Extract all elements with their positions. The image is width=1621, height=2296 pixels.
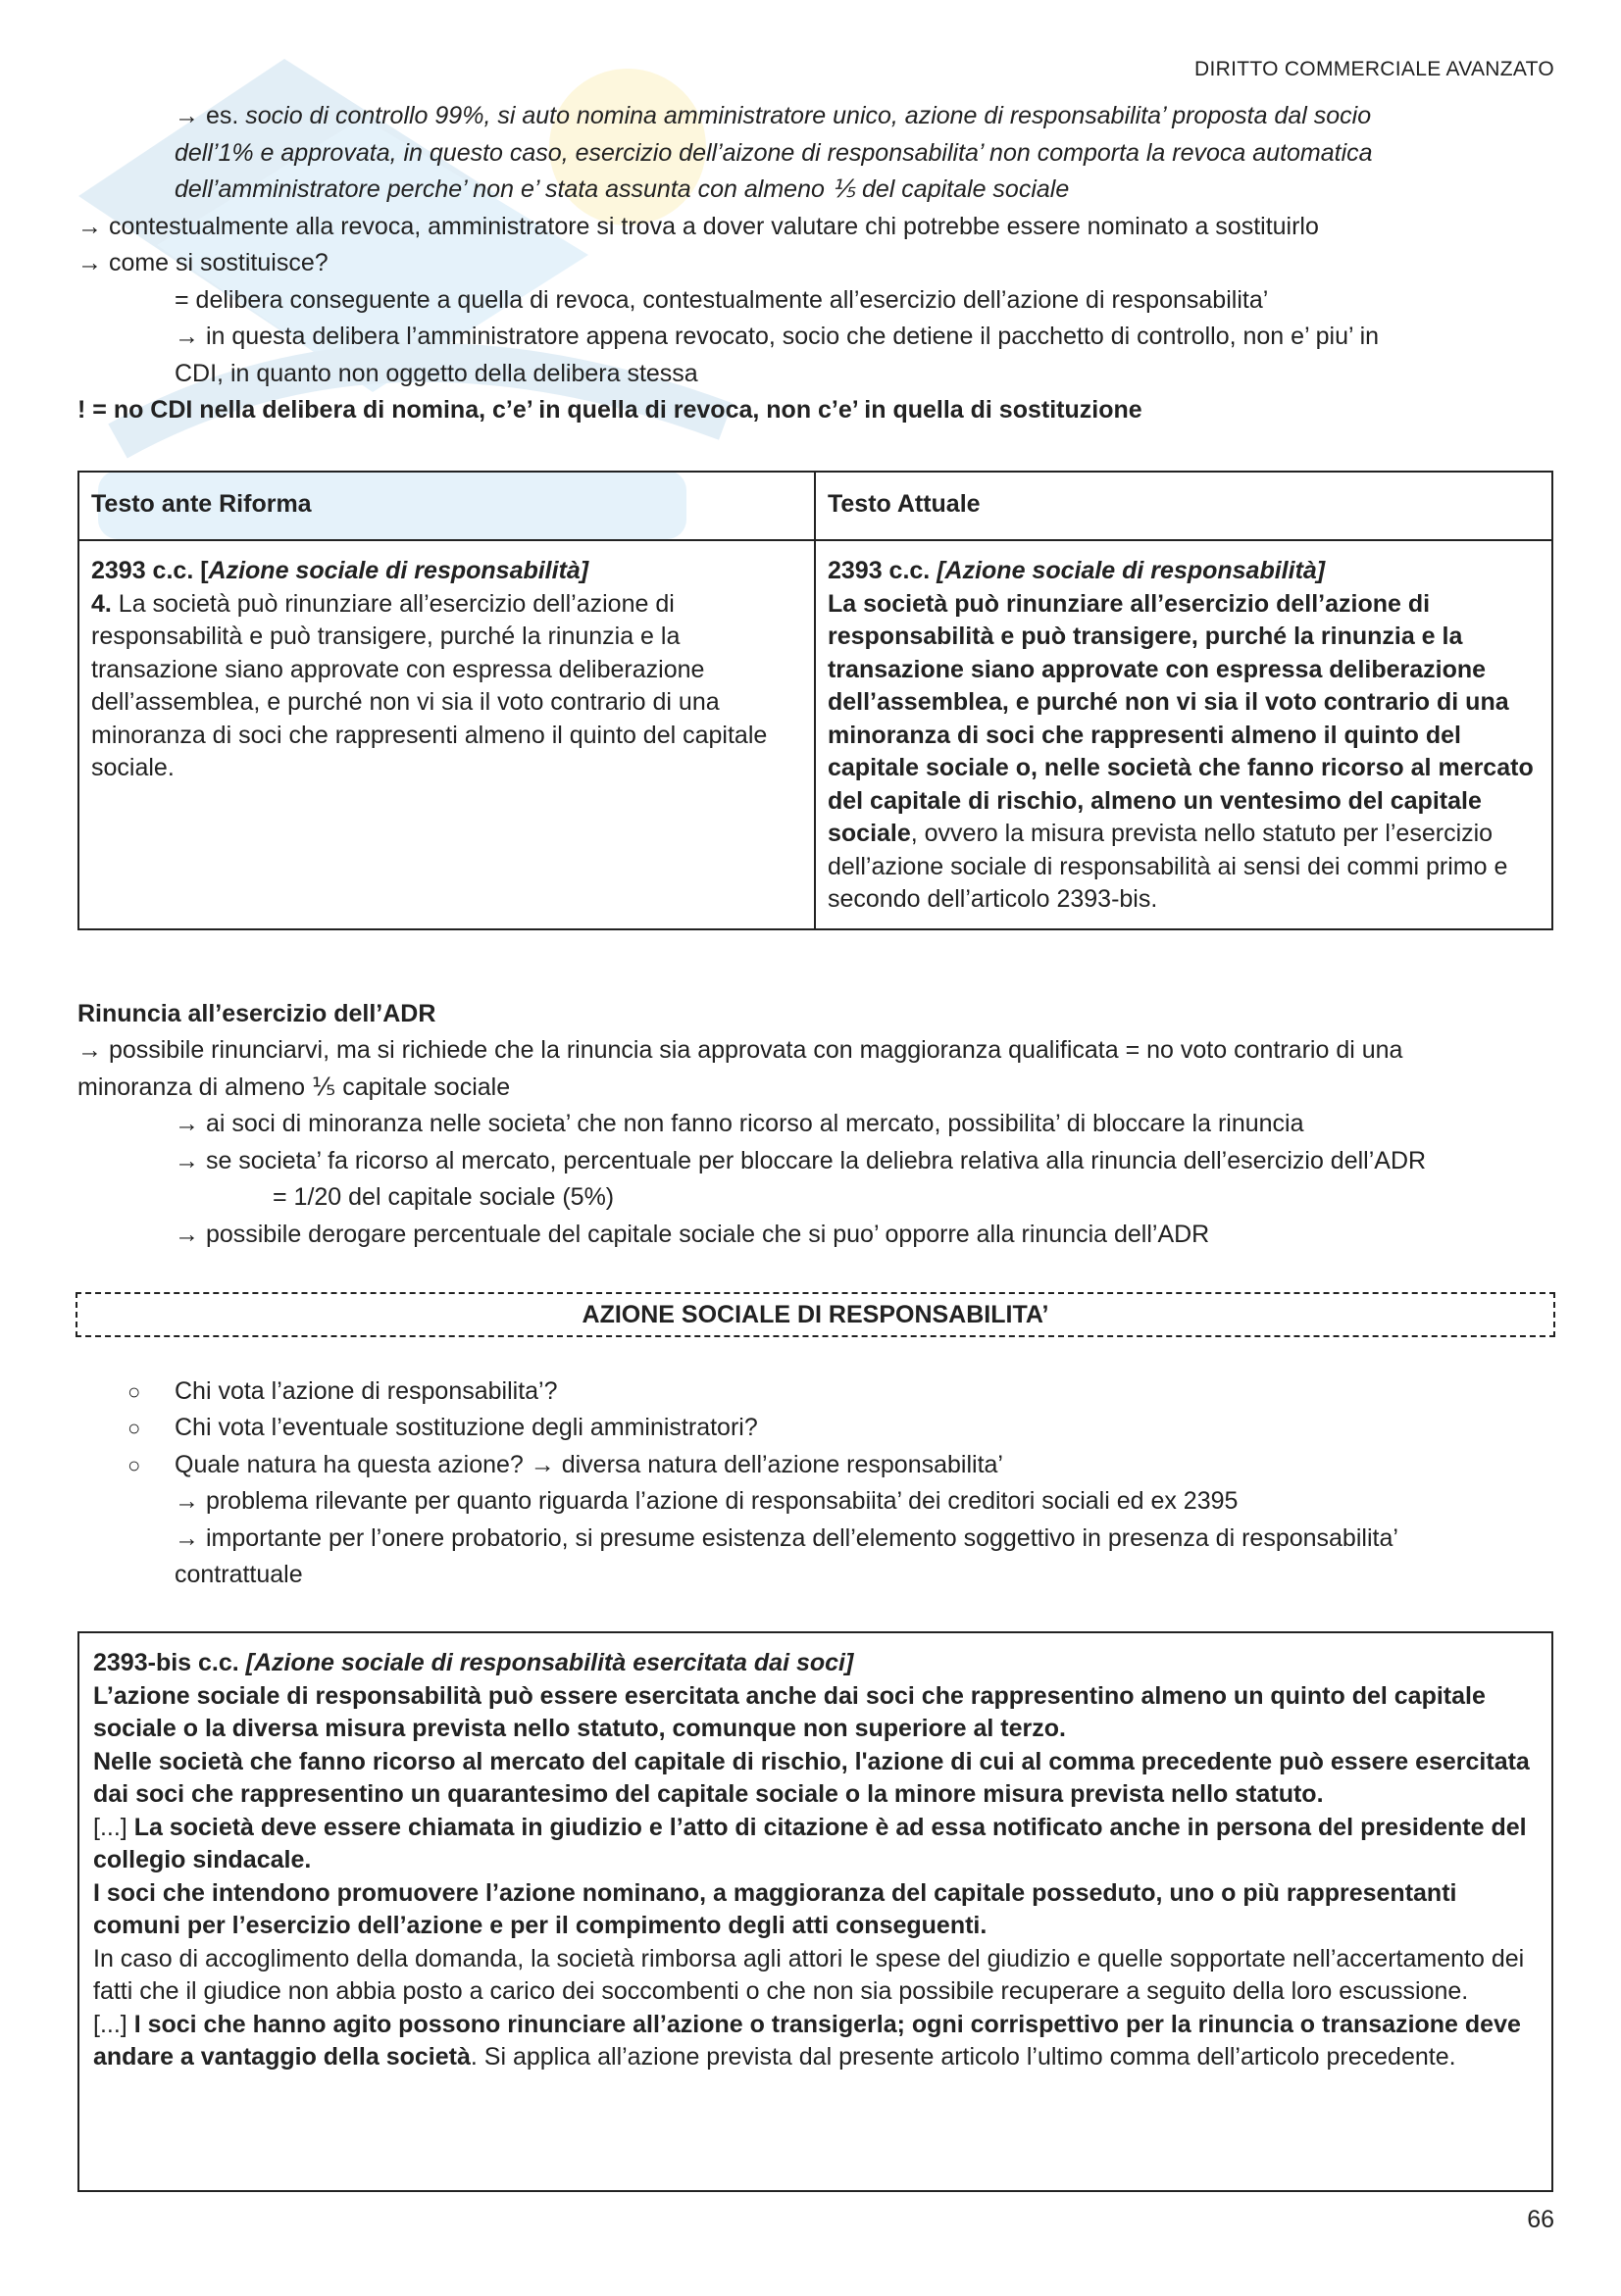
intro-line-8: CDI, in quanto non oggetto della delibera stessa (175, 360, 698, 387)
bullet-icon: ○ (127, 1379, 141, 1404)
article-2393-bis-text: 2393-bis c.c. [Azione sociale di responsabilità esercitata dai soci] L’azione sociale di responsabilità può essere esercitata anche dai soci che rappresentino almeno un quinto del capitale sociale o la diversa misura prevista nello statuto, comunque non superiore al terzo. Nelle società che fanno ricorso al mercato del capitale di rischio, l'azione di cui al comma precedente può essere esercitata dai soci che rappresentino un quarantesimo del capitale sociale o la minore misura prevista nello statuto. [...] La società deve essere chiamata in giudizio e l’atto di citazione è ad essa notificato anche in persona del presidente del collegio sindacale. I soci che intendono promuovere l’azione nominano, a maggioranza del capitale posseduto, uno o più rappresentanti comuni per l’esercizio dell’azione e per il compimento degli atti conseguenti. In caso di accoglimento della domanda, la società rimborsa agli attori le spese del giudizio e quelle sopportate nell’accertamento dei fatti che il giudice non abbia posto a carico dei soccombenti o che non sia possibile recuperare a seguito della loro escussione. [...] I soci che hanno agito possono rinunciare all’azione o transigerla; ogni corrispettivo per la rinuncia o transazione deve andare a vantaggio della società. Si applica all’azione prevista dal presente articolo l’ultimo comma dell’articolo precedente. (93, 1649, 1530, 2071)
intro-line-3: dell’amministratore perche’ non e’ stata assunta con almeno ⅕ del capitale sociale (175, 175, 1070, 203)
para-1: L’azione sociale di responsabilità può essere esercitata anche dai soci che rappresentino almeno un quinto del capitale sociale o la diversa misura prevista nello statuto, comunque non superiore al terzo. (93, 1681, 1486, 1742)
question-2: Chi vota l’eventuale sostituzione degli amministratori? (175, 1414, 758, 1441)
rinuncia-line-2: minoranza di almeno ⅕ capitale sociale (77, 1073, 511, 1101)
para-3: La società deve essere chiamata in giudizio e l’atto di citazione è ad essa notificato anche in persona del presidente del collegio sindacale. (93, 1813, 1527, 1873)
bullet-icon: ○ (127, 1416, 141, 1440)
para-6: I soci che hanno agito possono rinunciare all’azione o transigerla; ogni corrispettivo per la rinuncia o transazione deve andare a vantaggio della società (93, 2010, 1521, 2071)
table-row (78, 540, 1552, 929)
rinuncia-line-4: → se societa’ fa ricorso al mercato, percentuale per bloccare la deliebra relativa alla rinuncia dell’esercizio dell’ADR (175, 1147, 1427, 1174)
intro-line-2: dell’1% e approvata, in questo caso, esercizio dell’aizone di responsabilita’ non comporta la revoca automatica (175, 139, 1373, 167)
question-3: Quale natura ha questa azione? → diversa natura dell’azione responsabilita’ (175, 1451, 1003, 1478)
intro-line-1: → es. socio di controllo 99%, si auto nomina amministratore unico, azione di responsabilita’ proposta dal socio (175, 102, 1372, 129)
header-testo-attuale: Testo Attuale (815, 472, 1552, 540)
rinuncia-line-5: = 1/20 del capitale sociale (5%) (273, 1183, 615, 1211)
intro-line-6: = delibera conseguente a quella di revoca, contestualmente all’esercizio dell’azione di responsabilita’ (175, 286, 1269, 314)
rinuncia-title: Rinuncia all’esercizio dell’ADR (77, 1000, 436, 1027)
bullet-icon: ○ (127, 1453, 141, 1477)
intro-line-7: → in questa delibera l’amministratore appena revocato, socio che detiene il pacchetto di controllo, non e’ piu’ in (175, 323, 1380, 350)
comparison-table (77, 471, 1553, 930)
question-1: Chi vota l’azione di responsabilita’? (175, 1377, 558, 1405)
question-3-note-2: → importante per l’onere probatorio, si presume esistenza dell’elemento soggettivo in presenza di responsabilita’ (175, 1524, 1398, 1552)
cell-testo-attuale: 2393 c.c. [Azione sociale di responsabilità] La società può rinunziare all’esercizio dell’azione di responsabilità e può transigere, purché la rinunzia e la transazione siano approvate con espressa deliberazione dell’assemblea, e purché non vi sia il voto contrario di una minoranza di soci che rappresenti almeno il quinto del capitale sociale o, nelle società che fanno ricorso al mercato del capitale di rischio, almeno un ventesimo del capitale sociale, ovvero la misura prevista nello statuto per l’esercizio dell’azione sociale di responsabilità ai sensi dei commi primo e secondo dell’articolo 2393-bis. (815, 540, 1552, 929)
intro-line-5: → come si sostituisce? (77, 249, 329, 276)
table-header-row (78, 472, 1552, 540)
para-4: I soci che intendono promuovere l’azione nominano, a maggioranza del capitale posseduto, uno o più rappresentanti comuni per l’esercizio dell’azione e per il compimento degli atti conseguenti. (93, 1878, 1457, 1939)
rinuncia-line-3: → ai soci di minoranza nelle societa’ che non fanno ricorso al mercato, possibilita’ di bloccare la rinuncia (175, 1110, 1304, 1137)
intro-line-4: → contestualmente alla revoca, amministratore si trova a dover valutare chi potrebbe essere nominato a sostituirlo (77, 213, 1319, 240)
rinuncia-line-6: → possibile derogare percentuale del capitale sociale che si puo’ opporre alla rinuncia dell’ADR (175, 1221, 1210, 1248)
article-2393-bis-box (77, 1631, 1553, 2192)
page-number: 66 (1527, 2206, 1554, 2233)
rinuncia-line-1: → possibile rinunciarvi, ma si richiede che la rinuncia sia approvata con maggioranza qualificata = no voto contrario di una (77, 1036, 1403, 1064)
header-ante-riforma: Testo ante Riforma (78, 472, 815, 540)
section-title: AZIONE SOCIALE DI RESPONSABILITA’ (76, 1292, 1555, 1337)
question-3-note-1: → problema rilevante per quanto riguarda l’azione di responsabiita’ dei creditori sociali ed ex 2395 (175, 1487, 1239, 1515)
cell-ante-riforma: 2393 c.c. [Azione sociale di responsabilità] 4. La società può rinunziare all’esercizio dell’azione di responsabilità e può transigere, purché la rinunzia e la transazione siano approvate con espressa deliberazione dell’assemblea, e purché non vi sia il voto contrario di una minoranza di soci che rappresenti almeno il quinto del capitale sociale. (78, 540, 815, 929)
question-3-note-3: contrattuale (175, 1561, 303, 1588)
intro-note-bold: ! = no CDI nella delibera di nomina, c’e’ in quella di revoca, non c’e’ in quella di sostituzione (77, 396, 1142, 424)
para-5: In caso di accoglimento della domanda, la società rimborsa agli attori le spese del giudizio e quelle sopportate nell’accertamento dei fatti che il giudice non abbia posto a carico dei soccombenti o che non sia possibile recuperare a seguito della loro escussione. (93, 1944, 1525, 2005)
para-2: Nelle società che fanno ricorso al mercato del capitale di rischio, l'azione di cui al comma precedente può essere esercitata dai soci che rappresentino un quarantesimo del capitale sociale o la minore misura prevista nello statuto. (93, 1747, 1530, 1808)
page-header: DIRITTO COMMERCIALE AVANZATO (1194, 58, 1554, 80)
